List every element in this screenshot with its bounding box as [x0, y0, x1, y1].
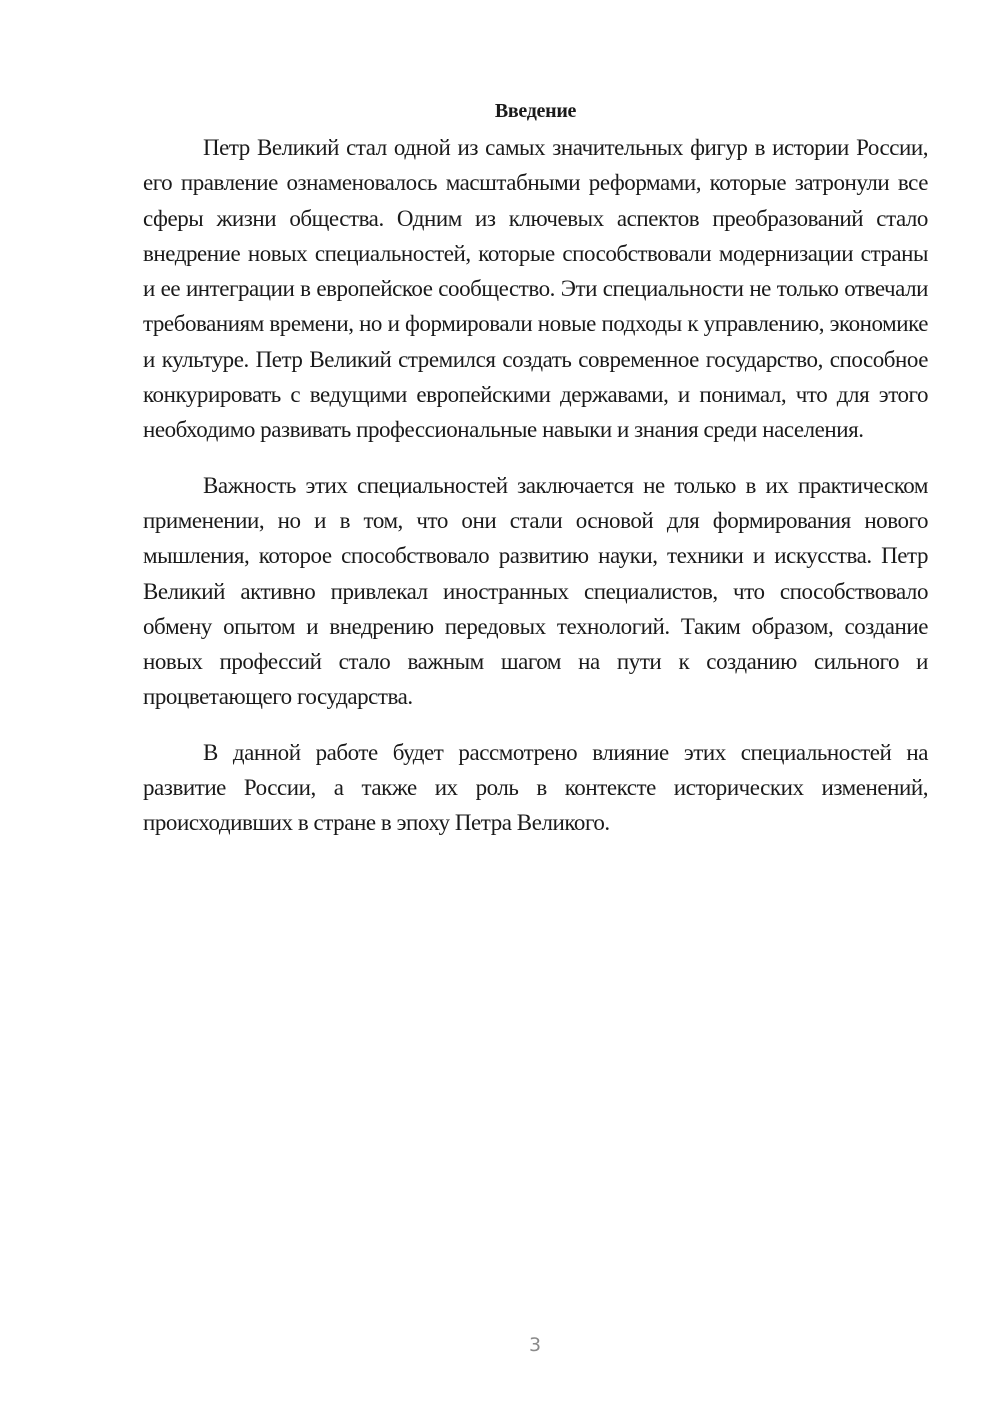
paragraph-1: Петр Великий стал одной из самых значительных фигур в истории России, его правление ознаменовалось масштабными реформами, которые затронули все сферы жизни общества. Одним из ключевых аспектов преобразований стало внедрение новых специальностей, которые способствовали модернизации страны и ее интеграции в европейское сообщество. Эти специальности не только отвечали требованиям времени, но и формировали новые подходы к управлению, экономике и культуре. Петр Великий стремился создать современное государство, способное конкурировать с ведущими европейскими державами, и понимал, что для этого необходимо развивать профессиональные навыки и знания среди населения.: [143, 135, 928, 443]
page-content: [143, 96, 928, 861]
page-number: 3: [528, 1334, 542, 1356]
paragraph-3: В данной работе будет рассмотрено влияние этих специальностей на развитие России, а также их роль в контексте исторических изменений, происходивших в стране в эпоху Петра Великого.: [143, 739, 928, 836]
paragraph-2: Важность этих специальностей заключается не только в их практическом применении, но и в том, что они стали основой для формирования нового мышления, которое способствовало развитию науки, техники и искусства. Петр Великий активно привлекал иностранных специалистов, что способствовало обмену опытом и внедрению передовых технологий. Таким образом, создание новых профессий стало важным шагом на пути к созданию сильного и процветающего государства.: [143, 472, 928, 710]
section-heading: Введение: [494, 100, 577, 122]
